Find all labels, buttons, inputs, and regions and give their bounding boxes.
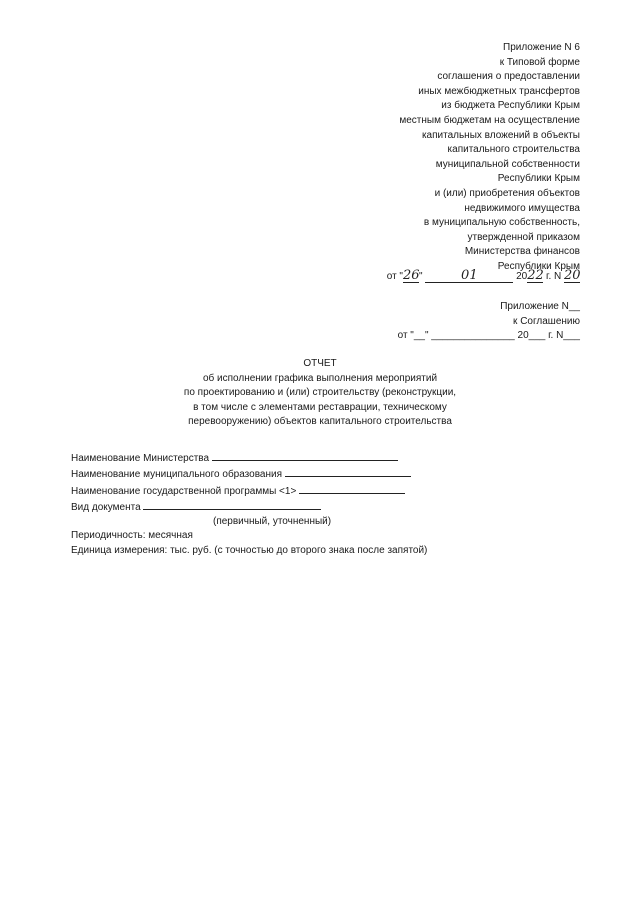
- program-label: Наименование государственной программы <1>: [71, 485, 297, 497]
- report-title-line: в том числе с элементами реставрации, техническому: [193, 401, 447, 413]
- report-title-line: перевооружению) объектов капитального строительства: [188, 416, 452, 428]
- approval-line: соглашения о предоставлении: [437, 71, 580, 83]
- attachment-number: Приложение N__: [500, 301, 580, 312]
- order-date-line: [387, 270, 580, 284]
- report-heading: ОТЧЕТ: [303, 358, 337, 369]
- approval-line: недвижимого имущества: [464, 202, 580, 214]
- approval-line: Министерства финансов: [464, 246, 580, 258]
- doc-type-label: Вид документа: [71, 501, 141, 513]
- approval-line: капитальных вложений в объекты: [421, 129, 580, 141]
- approval-line: и (или) приобретения объектов: [434, 187, 580, 199]
- approval-line: капитального строительства: [447, 144, 580, 156]
- date-month: 01: [425, 270, 513, 283]
- order-number-label: г. N: [543, 271, 564, 282]
- date-year: 22: [527, 268, 544, 283]
- order-number: 20: [564, 268, 581, 283]
- date-day: 26: [402, 268, 420, 283]
- doc-type-field[interactable]: [143, 499, 321, 510]
- approval-line: муниципальной собственности: [435, 158, 580, 170]
- attachment-block: [398, 300, 580, 344]
- approval-line: из бюджета Республики Крым: [441, 100, 580, 112]
- date-quote: ": [418, 271, 423, 282]
- approval-line: местным бюджетам на осуществление: [399, 114, 580, 126]
- report-title-line: об исполнении графика выполнения мероприятий: [202, 372, 438, 384]
- approval-line: в муниципальную собственность,: [423, 217, 580, 229]
- doc-type-hint: (первичный, уточненный): [213, 516, 332, 528]
- unit-of-measure: Единица измерения: тыс. руб. (с точностью до второго знака после запятой): [71, 544, 428, 556]
- approval-block: [280, 41, 580, 275]
- approval-line: Республики Крым: [497, 260, 580, 272]
- approval-line: к Типовой форме: [499, 56, 580, 68]
- report-title-line: по проектированию и (или) строительству (реконструкции,: [183, 387, 457, 399]
- municipality-label: Наименование муниципального образования: [71, 469, 283, 481]
- approval-line: Приложение N 6: [503, 42, 580, 53]
- report-fields: [71, 450, 427, 558]
- doc-type-row: [71, 499, 427, 515]
- municipality-row: [71, 466, 427, 482]
- approval-line: Республики Крым: [497, 173, 580, 185]
- attachment-agreement: к Соглашению: [513, 315, 580, 327]
- approval-line: утвержденной приказом: [467, 231, 580, 243]
- approval-line: иных межбюджетных трансфертов: [418, 85, 580, 97]
- report-title: [130, 357, 510, 430]
- date-year-prefix: 20: [516, 271, 528, 282]
- ministry-field[interactable]: [212, 450, 398, 461]
- program-row: [71, 483, 427, 499]
- municipality-field[interactable]: [285, 466, 411, 477]
- date-prefix: от ": [386, 271, 403, 282]
- ministry-row: [71, 450, 427, 466]
- ministry-label: Наименование Министерства: [71, 453, 210, 464]
- periodicity: Периодичность: месячная: [71, 530, 193, 542]
- attachment-date: от "__" _______________ 20___ г. N___: [397, 330, 580, 341]
- program-field[interactable]: [299, 483, 405, 494]
